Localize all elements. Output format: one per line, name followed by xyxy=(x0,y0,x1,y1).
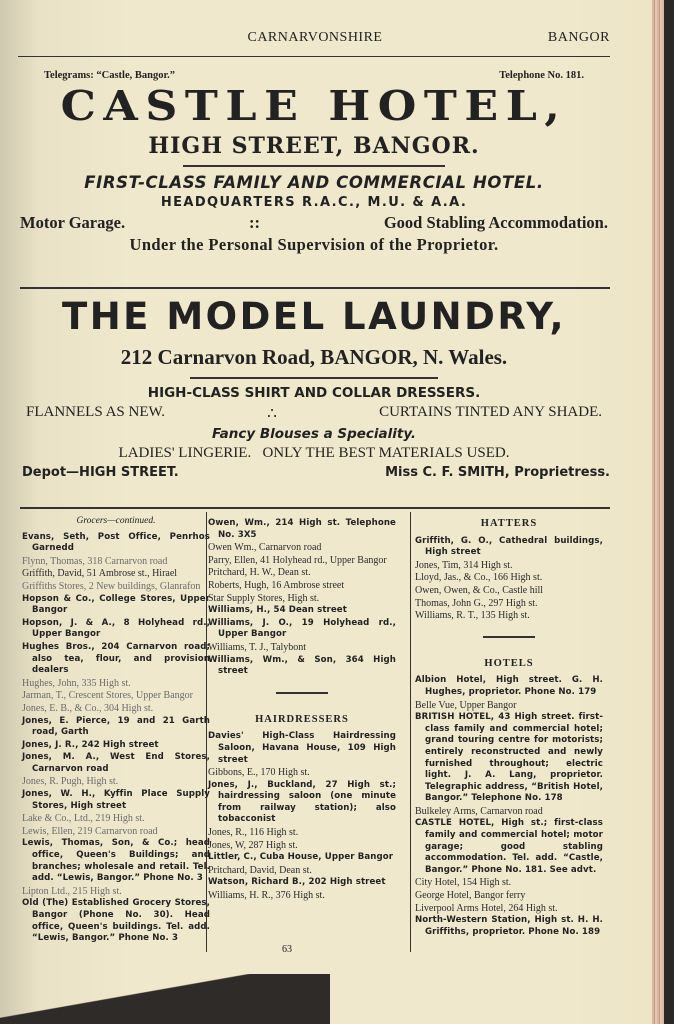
column-divider xyxy=(410,512,411,952)
section-rule xyxy=(276,692,328,694)
directory-entry: Owen Wm., Carnarvon road xyxy=(208,542,322,554)
directory-entry: BRITISH HOTEL, 43 High street. first-class family and commercial hotel; grand touring centre for motorists; entirely reconstructed and newly furnished throughout; electric light. J. A. Lang, proprietor. Telegraphic address, “British Hotel, Bangor.” Telephone No. 178 xyxy=(415,712,603,804)
laundry-proprietress: Miss C. F. SMITH, Proprietress. xyxy=(385,465,610,480)
directory-entry: Bulkeley Arms, Carnarvon road xyxy=(415,805,543,817)
directory-entry: Williams, Wm., & Son, 364 High street xyxy=(208,654,396,677)
hatters-heading: HATTERS xyxy=(480,518,538,529)
directory-entry: Pritchard, David, Dean st. xyxy=(208,864,312,876)
telephone-line: Telephone No. 181. xyxy=(499,70,584,81)
directory-entry: Williams, T. J., Talybont xyxy=(208,641,307,653)
section-rule xyxy=(483,636,535,638)
ads-bottom-rule xyxy=(20,507,610,509)
town-heading: BANGOR xyxy=(547,30,610,45)
page-number: 63 xyxy=(282,944,292,955)
directory-entry: Lake & Co., Ltd., 219 High st. xyxy=(22,813,145,825)
castle-hotel-title: CASTLE HOTEL, xyxy=(60,82,568,130)
directory-entry: Star Supply Stores, High st. xyxy=(208,592,320,604)
laundry-flannels: FLANNELS AS NEW. xyxy=(26,404,166,420)
county-heading: CARNARVONSHIRE xyxy=(247,30,383,45)
directory-entry: CASTLE HOTEL, High st.; first-class family and commercial hotel; motor garage; good stabling accommodation. Tel. add. “Castle, Bangor.” Phone No. 181. See advt. xyxy=(415,818,603,875)
castle-garage: Motor Garage. xyxy=(20,213,126,232)
castle-divider xyxy=(183,165,445,167)
directory-entry: Williams, R. T., 135 High st. xyxy=(415,610,530,622)
directory-entry: Thomas, John G., 297 High st. xyxy=(415,597,538,609)
telegrams-line: Telegrams: “Castle, Bangor.” xyxy=(44,70,176,81)
directory-entry: Hughes Bros., 204 Carnarvon road; also tea, flour, and provision dealers xyxy=(22,641,210,676)
directory-entry: Jones, E. Pierce, 19 and 21 Garth road, Garth xyxy=(22,715,210,738)
column-hatters-hotels xyxy=(415,512,603,939)
directory-entry: Jones, J., Buckland, 27 High st.; hairdressing saloon (one minute from railway station); also tobacconist xyxy=(208,779,396,825)
directory-entry: Albion Hotel, High street. G. H. Hughes, proprietor. Phone No. 179 xyxy=(415,675,603,697)
directory-entry: Pritchard, H. W., Dean st. xyxy=(208,567,311,579)
header-rule xyxy=(18,56,610,57)
castle-separator: :: xyxy=(248,213,260,232)
directory-entry: Hughes, John, 335 High st. xyxy=(22,677,131,689)
column-grocers-hairdressers xyxy=(208,512,396,903)
castle-supervision: Under the Personal Supervision of the Proprietor. xyxy=(129,235,499,254)
castle-tagline: FIRST-CLASS FAMILY AND COMMERCIAL HOTEL. xyxy=(84,173,544,192)
castle-stabling: Good Stabling Accommodation. xyxy=(383,213,608,232)
directory-entry: Watson, Richard B., 202 High street xyxy=(208,877,386,888)
directory-entry: Griffiths Stores, 2 New buildings, Glanrafon xyxy=(22,580,201,592)
directory-columns xyxy=(18,512,610,952)
laundry-separator: ∴ xyxy=(267,406,277,422)
laundry-address: 212 Carnarvon Road, BANGOR, N. Wales. xyxy=(120,345,508,369)
directory-entry: Owen, Wm., 214 High st. Telephone No. 3X5 xyxy=(208,518,396,540)
hatters-list xyxy=(415,536,603,622)
directory-entry: Lipton Ltd., 215 High st. xyxy=(22,885,122,897)
directory-entry: Williams, J. O., 19 Holyhead rd., Upper Bangor xyxy=(208,617,396,640)
column-grocers xyxy=(22,512,210,946)
directory-entry: Jones, J. R., 242 High street xyxy=(22,739,159,750)
directory-entry: Gibbons, E., 170 High st. xyxy=(208,767,310,779)
grocers-list-cont xyxy=(208,518,396,678)
directory-entry: Lewis, Ellen, 219 Carnarvon road xyxy=(22,825,158,837)
directory-entry: Williams, H. R., 376 High st. xyxy=(208,890,325,902)
directory-entry: Littler, C., Cuba House, Upper Bangor xyxy=(208,852,394,863)
directory-entry: Liverpool Arms Hotel, 264 High st. xyxy=(415,902,558,914)
directory-entry: Jones, W. H., Kyffin Place Supply Stores, High street xyxy=(22,789,210,811)
laundry-lingerie: LADIES' LINGERIE. ONLY THE BEST MATERIALS USED. xyxy=(118,445,510,461)
grocers-continued-heading: Grocers—continued. xyxy=(76,516,156,526)
hairdressers-heading: HAIRDRESSERS xyxy=(255,713,349,725)
directory-entry: Belle Vue, Upper Bangor xyxy=(415,699,517,711)
directory-entry: Flynn, Thomas, 318 Carnarvon road xyxy=(22,555,168,567)
model-laundry-ad xyxy=(18,295,610,480)
laundry-depot: Depot—HIGH STREET. xyxy=(22,465,179,480)
directory-entry: North-Western Station, High st. H. H. Griffiths, proprietor. Phone No. 189 xyxy=(415,915,603,937)
directory-entry: City Hotel, 154 High st. xyxy=(415,877,512,889)
page-shadow xyxy=(0,974,330,1024)
hotels-heading: HOTELS xyxy=(484,657,534,669)
directory-entry: George Hotel, Bangor ferry xyxy=(415,890,526,902)
directory-entry: Jones, W, 287 High st. xyxy=(208,839,298,851)
directory-entry: Jones, R., 116 High st. xyxy=(208,827,299,839)
directory-entry: Jones, E. B., & Co., 304 High st. xyxy=(22,702,154,714)
directory-entry: Griffith, David, 51 Ambrose st., Hirael xyxy=(22,568,178,580)
directory-entry: Lewis, Thomas, Son, & Co.; head office, Queen's Buildings; and branches; wholesale and retail. Tel. add. “Lewis, Bangor.” Phone No. 3 xyxy=(22,838,210,884)
directory-entry: Hopson, J. & A., 8 Holyhead rd., Upper Bangor xyxy=(22,617,210,640)
running-head xyxy=(20,30,610,50)
laundry-divider xyxy=(190,377,438,379)
directory-entry: Roberts, Hugh, 16 Ambrose street xyxy=(208,579,345,591)
page-edge xyxy=(652,0,664,1024)
laundry-curtains: CURTAINS TINTED ANY SHADE. xyxy=(379,404,602,420)
directory-entry: Williams, H., 54 Dean street xyxy=(208,605,347,616)
directory-entry: Jarman, T., Crescent Stores, Upper Bangor xyxy=(22,690,193,702)
hairdressers-list xyxy=(208,731,396,901)
directory-entry: Old (The) Established Grocery Stores, Bangor (Phone No. 30). Head office, Queen's buildings. Tel. add. “Lewis, Bangor.” Phone No. 3 xyxy=(22,898,210,944)
directory-entry: Lloyd, Jas., & Co., 166 High st. xyxy=(415,572,543,584)
directory-entry: Owen, Owen, & Co., Castle hill xyxy=(415,584,544,596)
castle-headquarters: HEADQUARTERS R.A.C., M.U. & A.A. xyxy=(160,195,468,210)
directory-entry: Parry, Ellen, 41 Holyhead rd., Upper Bangor xyxy=(208,554,387,566)
ad-divider-rule xyxy=(20,287,610,289)
directory-entry: Evans, Seth, Post Office, Penrhos Garnedd xyxy=(22,531,210,554)
grocers-list xyxy=(22,532,210,945)
directory-entry: Davies' High-Class Hairdressing Saloon, Havana House, 109 High street xyxy=(208,731,396,765)
directory-entry: Hopson & Co., College Stores, Upper Bangor xyxy=(22,593,210,616)
directory-entry: Jones, R. Pugh, High st. xyxy=(22,776,119,788)
castle-hotel-ad xyxy=(18,70,610,255)
laundry-fancy-blouses: Fancy Blouses a Speciality. xyxy=(211,426,417,442)
castle-street: HIGH STREET, BANGOR. xyxy=(148,133,480,159)
hotels-list xyxy=(415,675,603,938)
directory-entry: Griffith, G. O., Cathedral buildings, High street xyxy=(415,535,603,558)
directory-entry: Jones, M. A., West End Stores, Carnarvon road xyxy=(22,752,210,774)
laundry-dressers: HIGH-CLASS SHIRT AND COLLAR DRESSERS. xyxy=(147,385,481,401)
directory-entry: Jones, Tim, 314 High st. xyxy=(415,559,513,571)
laundry-title: THE MODEL LAUNDRY, xyxy=(61,295,567,338)
